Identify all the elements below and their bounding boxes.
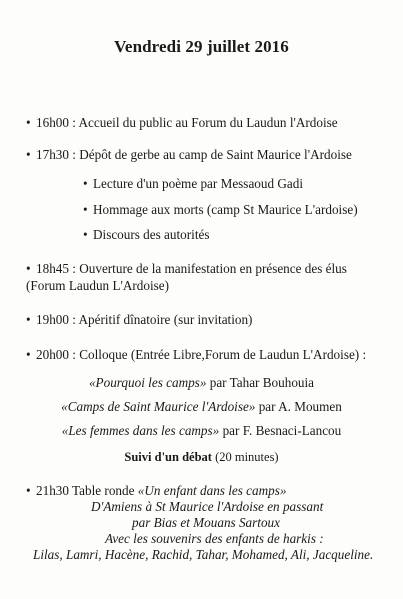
talk-title: «Les femmes dans les camps» <box>61 423 220 438</box>
talk-femmes <box>0 424 403 437</box>
item-text: 21h30 Table ronde <box>36 483 138 498</box>
talk-speaker: par Tahar Bouhouia <box>206 375 315 390</box>
debate-line <box>0 451 403 464</box>
bullet: • <box>83 202 88 217</box>
item-time: 17h30 <box>36 147 69 162</box>
item-text: 19h00 : Apéritif dînatoire (sur invitation) <box>36 312 253 327</box>
talk-title: «Pourquoi les camps» <box>88 375 207 390</box>
list-item-1845-venue: (Forum Laudun L'Ardoise) <box>26 278 170 293</box>
list-item-2000 <box>26 348 366 361</box>
sub-item-text: Hommage aux morts (camp St Maurice L'ardoise) <box>93 202 358 217</box>
bullet: • <box>83 227 88 242</box>
talk-speaker: par A. Moumen <box>255 399 342 414</box>
roundtable-line-2: D'Amiens à St Maurice l'Ardoise en passant <box>91 499 324 514</box>
bullet: • <box>26 483 31 498</box>
talk-pourquoi <box>0 376 403 389</box>
bullet: • <box>26 147 31 162</box>
item-text: 18h45 : Ouverture de la manifestation en présence des élus <box>36 261 347 276</box>
roundtable-line-5: Lilas, Lamri, Hacène, Rachid, Tahar, Mohamed, Ali, Jacqueline. <box>33 547 374 562</box>
bullet: • <box>83 176 88 191</box>
bullet: • <box>26 115 31 130</box>
item-text: 20h00 : Colloque (Entrée Libre,Forum de Laudun L'Ardoise) : <box>36 347 367 362</box>
sub-item-poem <box>83 177 303 190</box>
list-item-1730 <box>26 148 352 161</box>
talk-title: «Camps de Saint Maurice l'Ardoise» <box>61 399 256 414</box>
roundtable-title: «Un enfant dans les camps» <box>137 483 287 498</box>
list-item-2130 <box>26 484 286 497</box>
debate-duration: (20 minutes) <box>211 450 279 464</box>
debate-label: Suivi d'un débat <box>124 450 212 464</box>
list-item-1845 <box>26 262 347 275</box>
list-item-1600 <box>26 116 338 129</box>
item-text: : Accueil du public au Forum du Laudun l'Ardoise <box>68 115 338 130</box>
roundtable-line-3: par Bias et Mouans Sartoux <box>132 515 280 530</box>
talk-speaker: par F. Besnaci-Lancou <box>219 423 342 438</box>
talk-camps <box>0 400 403 413</box>
bullet: • <box>26 261 31 276</box>
sub-item-text: Lecture d'un poème par Messaoud Gadi <box>93 176 304 191</box>
item-time: 16h00 <box>36 115 69 130</box>
bullet: • <box>26 312 31 327</box>
page-title: Vendredi 29 juillet 2016 <box>114 37 289 56</box>
sub-item-speeches <box>83 228 209 241</box>
item-text: : Dépôt de gerbe au camp de Saint Maurice l'Ardoise <box>68 147 352 162</box>
roundtable-line-4: Avec les souvenirs des enfants de harkis : <box>105 531 324 546</box>
list-item-1900 <box>26 313 252 326</box>
sub-item-text: Discours des autorités <box>93 227 210 242</box>
bullet: • <box>26 347 31 362</box>
sub-item-tribute <box>83 203 358 216</box>
